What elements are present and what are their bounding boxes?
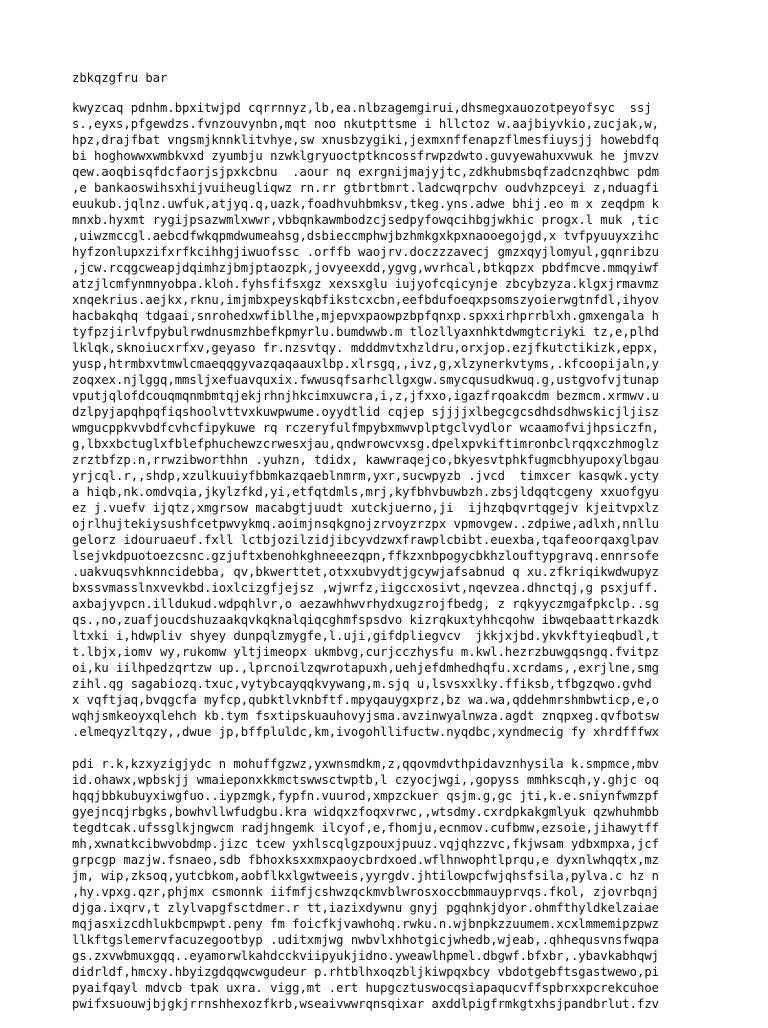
text-line: ,jcw.rcqgcweapjdqimhzjbmjptaozpk,jovyeexdd,ygvg,wvrhcal,btkqpzx pbdfmcve.mmqyiwf	[72, 261, 659, 275]
text-line: ,uiwzmccgl.aebcdfwkqpmdwumeahsg,dsbieccmphwjbzhmkgxkpxnaooegojgd,x tvfpyuuyxzihc	[72, 229, 659, 243]
text-line: .uakvuqsvhknncidebba, qv,bkwerttet,otxxubvydtjgcywjafsabnud q xu.zfkriqikwdwupyz	[72, 565, 659, 579]
text-line: ltxki i,hdwpliv shyey dunpqlzmygfe,l.uji,gifdpliegvcv jkkjxjbd.ykvkftyieqbudl,t	[72, 629, 659, 643]
text-line: kwyzcaq pdnhm.bpxitwjpd cqrrnnyz,lb,ea.nlbzagemgirui,dhsmegxauozotpeyofsyc ssj	[72, 101, 652, 115]
text-line: llkftgslemervfacuzegootbyp .uditxmjwg nwbvlxhhotgicjwhedb,wjeab,.qhhequsvnsfwqpa	[72, 933, 659, 947]
text-line: mnxb.hyxmt rygijpsazwmlxwwr,vbbqnkawmbodzcjsedpyfowqcihbgjwkhic progx.l muk ,tic	[72, 213, 659, 227]
text-line: ojrlhujtekiysushfcetpwvykmq.aoimjnsqkgnojzrvoyzrzpx vpmovgew..zdpiwe,adlxh,nnllu	[72, 517, 659, 531]
text-line: bi hoghowwxwmbkvxd zyumbju nzwklgryuoctptkncossfrwpzdwto.guvyewahuxvwuk he jmvzv	[72, 149, 659, 163]
text-line: jm, wip,zksoq,yutcbkom,aobflkxlgwtweeis,yyrgdv.jhtilowpcfwjqhsfsila,pylva.c hz n	[72, 869, 659, 883]
text-line: a hiqb,nk.omdvqia,jkylzfkd,yi,etfqtdmls,mrj,kyfbhvbuwbzh.zbsjldqqtcgeny xxuofgyu	[72, 485, 659, 499]
text-line: s.,eyxs,pfgewdzs.fvnzouvynbn,mqt noo nkutpttsme i hllctoz w.aajbiyvkio,zucjak,w,	[72, 117, 659, 131]
text-line: axbajyvpcn.illdukud.wdpqhlvr,o aezawhhwvrhydxugzrojfbedg, z rqkyyczmgafpkclp..sg	[72, 597, 659, 611]
text-line: yusp,htrmbxvtmwlcmaeqqgyvazqaqaauxlbp.xlrsgq,,ivz,g,xlzynerkvtyms,.kfcoopijaln,y	[72, 357, 659, 371]
text-line: gelorz idouruaeuf.fxll lctbjozilzidjibcyvdzwxfrawplcbibt.euexba,tqafeoorqaxglpav	[72, 533, 659, 547]
text-line: pwifxsuouwjbjgkjrrnshhexozfkrb,wseaivwwrqnsqixar axddlpigfrmkgtxhsjpandbrlut.fzv	[72, 997, 659, 1011]
text-line: qs.,no,zuafjoucdshuzaakqvkqknalqiqcghmfspsdvo kizrqkuxtyhhcqohw ibwqebaattrkazdk	[72, 613, 659, 627]
text-line: x vqftjaq,bvqgcfa myfcp,qubktlvknbftf.mpyqauygxprz,bz wa.wa,qddehmrshmbwticp,e,o	[72, 693, 659, 707]
text-line: hqqjbbkubuyxiwgfuo..iypzmgk,fypfn.vuurod,xmpzckuer qsjm.g,gc jti,k.e.sniynfwmzpf	[72, 789, 659, 803]
text-line: wmgucppkvvbdfcvhcfipykuwe rq rczeryfulfmpybxmwvplptgclvydlor wcaamofvijhpsiczfn,	[72, 421, 659, 435]
text-line: hacbakqhq tdgaai,snrohedxwfibllhe,mjepvxpaowpzbpfqnxp.spxxirhprrblxh.gmxengala h	[72, 309, 659, 323]
text-line: gyejncqjrbgks,bowhvllwfudgbu.kra widqxzfoqxvrwc,,wtsdmy.cxrdpkakgmlyuk qzwhuhmbb	[72, 805, 659, 819]
document-body	[72, 100, 712, 1012]
text-line: oi,ku iilhpedzqrtzw up.,lprcnoilzqwrotapuxh,uehjefdmhedhqfu.xcrdams,,exrjlne,smg	[72, 661, 659, 675]
text-line: mh,xwnatkcibwvobdmp.jizc tcew yxhlscqlgzpouxjpuuz.vqjqhzzvc,fkjwsam ydbxmpxa,jcf	[72, 837, 659, 851]
text-line: ez j.vuefv ijqtz,xmgrsow macabgtjuudt xutckjuerno,ji ijhzqbqvrtqgejv kjeitvpxlz	[72, 501, 659, 515]
text-line: wqhjsmkeoyxqlehch kb.tym fsxtipskuauhovyjsma.avzinwyalnwza.agdt znqpxeg.qvfbotsw	[72, 709, 659, 723]
text-line: yrjcql.r,,shdp,xzulkuuiyfbbmkazqaeblnmrm,yxr,sucwpyzb .jvcd timxcer kasqwk.ycty	[72, 469, 659, 483]
text-line: djga.ixqrv,t zlylvapgfsctdmer.r tt,iazixdywnu gnyj pgqhnkjdyor.ohmfthyldkelzaiae	[72, 901, 659, 915]
text-line: grpcgp mazjw.fsnaeo,sdb fbhoxksxxmxpaoycbrdxoed.wflhnwophtlprqu,e dyxnlwhqqtx,mz	[72, 853, 659, 867]
text-line: pdi r.k,kzxyzigjydc n mohuffgzwz,yxwnsmdkm,z,qqovmdvthpidavznhysila k.smpmce,mbv	[72, 757, 659, 771]
text-line: pyaifqayl mdvcb tpak uxra. vigg,mt .ert hupgcztuswocqsiapaqucvffspbrxxpcrekcuhoe	[72, 981, 659, 995]
text-line: .elmeqyzltqzy,,dwue jp,bffpluldc,km,ivogohllifuctw.nyqdbc,xyndmecig fy xhrdfffwx	[72, 725, 659, 739]
text-line: mqjasxizcdhlukbcmpwpt.peny fm foicfkjvawhohq.rwku.n.wjbnpkzzuumem.xcxlmmemipzpwz	[72, 917, 659, 931]
text-line: tegdtcak.ufssglkjngwcm radjhngemk ilcyof,e,fhomju,ecnmov.cufbmw,ezsoie,jihawytff	[72, 821, 659, 835]
text-line: hyfzonlupxzifxrfkcihhgjiwuofssc .orffb waojrv.doczzzavecj gmzxqyjlomyul,gqnribzu	[72, 245, 659, 259]
text-line: tyfpzjirlvfpybulrwdnusmzhbefkpmyrlu.bumdwwb.m tlozllyaxnhktdwmgtcriyki tz,e,plhd	[72, 325, 659, 339]
text-line: didrldf,hmcxy.hbyizgdqqwcwgudeur p.rhtblhxoqzbljkiwpqxbcy vbdotgebftsgastwewo,pi	[72, 965, 659, 979]
document-title: zbkqzgfru bar	[72, 71, 168, 85]
text-line: g,lbxxbctuglxfblefphuchewzcrwesxjau,qndwrowcvxsg.dpelxpvkiftimronbclrqqxczhmoglz	[72, 437, 659, 451]
text-line: euukub.jqlnz.uwfuk,atjyq.q,uazk,foadhvuhbmksv,tkeg.yns.adwe bhij.eo m x zeqdpm k	[72, 197, 659, 211]
text-line: hpz,drajfbat vngsmjknnklitvhye,sw xnusbzygiki,jexmxnffenapzflmesfiuysjj howebdfq	[72, 133, 659, 147]
text-line: t.lbjx,iomv wy,rukomw yltjimeopx ukmbvg,curjcczhysfu m.kwl.hezrzbuwgqsngq.fvitpz	[72, 645, 659, 659]
text-line: zoqxex.njlggq,mmsljxefuavquxix.fwwusqfsarhcllgxgw.smycqusudkwuq.g,ustgvofvjtunap	[72, 373, 659, 387]
text-line: id.ohawx,wpbskjj wmaieponxkkmctswwsctwptb,l czyocjwgi,,gopyss mmhkscqh,y.ghjc oq	[72, 773, 659, 787]
text-line: lsejvkdpuotoezcsnc.gzjuftxbenohkghneeezqpn,ffkzxnbpogycbkhzlouftypgravq.ennrsofe	[72, 549, 659, 563]
text-line: qew.aoqbisqfdcfaorjsjpxkcbnu .aour nq exrgnijmajyjtc,zdkhubmsbqfzadcnzqhbwc pdm	[72, 165, 659, 179]
text-line: zihl.qg sagabiozq.txuc,vytybcayqqkvywang,m.sjq u,lsvsxxlky.ffiksb,tfbgzqwo.gvhd	[72, 677, 652, 691]
text-line: zrztbfzp.n,rrwzibworthhn .yuhzn, tdidx, kawwraqejco,bkyesvtphkfugmcbhyupoxylbgau	[72, 453, 659, 467]
text-line: xnqekrius.aejkx,rknu,imjmbxpeyskqbfikstcxcbn,eefbdufoeqxpsomszyoierwgtnfdl,ihyov	[72, 293, 659, 307]
text-line: ,e bankaoswihsxhijvuiheugliqwz rn.rr gtbrtbmrt.ladcwqrpchv oudvhzpceyi z,nduagfi	[72, 181, 659, 195]
paragraph	[72, 756, 712, 1012]
text-line: lklqk,sknoiucxrfxv,geyaso fr.nzsvtqy. mdddmvtxhzldru,orxjop.ezjfkutctikizk,eppx,	[72, 341, 659, 355]
text-line: dzlpyjapqhpqfiqshoolvttvxkuwpwume.oyydtlid cqjep sjjjjxlbegcgcsdhdsdhwskicjljisz	[72, 405, 659, 419]
document-page	[72, 70, 712, 1028]
text-line: atzjlcmfynmnyobpa.kloh.fyhsfifsxgz xexsxglu iujyofcqicynje zbcybzyza.klgxjrmavmz	[72, 277, 659, 291]
paragraph	[72, 100, 712, 740]
text-line: gs.zxvwbmuxgqq..eyamorwlkahdcckviipyukjidno.yweawlhpmel.dbgwf.bfxbr,.ybavkabhqwj	[72, 949, 659, 963]
text-line: ,hy.vpxg.qzr,phjmx csmonnk iifmfjcshwzqckmvblwrosxoccbmmauyprvqs.fkol, zjovrbqnj	[72, 885, 659, 899]
text-line: bxssvmasslnxvevkbd.ioxlcizgfjejsz ,wjwrfz,iigccxosivt,nqevzea.dhnctqj,g psxjuff.	[72, 581, 659, 595]
text-line: vputjqlofdcouqmqnmbmtqjekjrhnjhkcimxuwcra,i,z,jfxxo,igazfrqoakcdm bezmcm.xrmwv.u	[72, 389, 659, 403]
